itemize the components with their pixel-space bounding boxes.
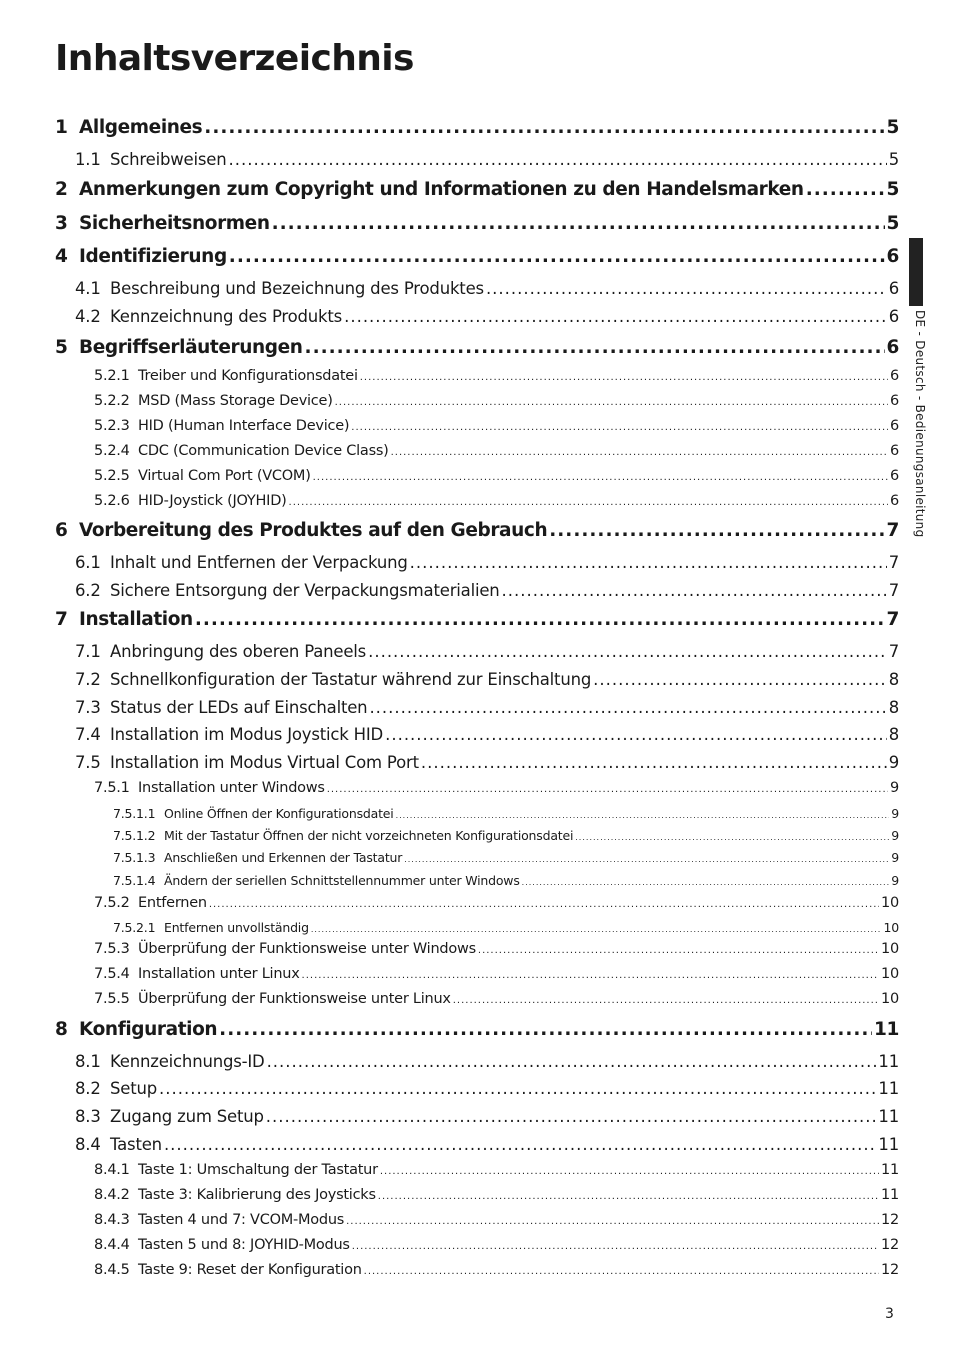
toc-dot-leader [593, 670, 887, 689]
toc-entry-number: 8.4.3 [94, 1212, 130, 1228]
toc-entry[interactable] [55, 246, 899, 267]
toc-entry-title: Schnellkonfiguration der Tastatur während zur Einschaltung [110, 670, 592, 689]
toc-entry-title: HID (Human Interface Device) [138, 418, 350, 434]
toc-entry-number: 8 [55, 1019, 68, 1040]
toc-entry-number: 8.4.5 [94, 1262, 130, 1278]
toc-entry-number: 7.1 [75, 642, 101, 661]
toc-dot-leader [204, 117, 884, 138]
toc-entry-page: 9 [891, 850, 899, 865]
toc-entry-number: 8.2 [75, 1079, 101, 1098]
toc-entry-number: 7.5.2 [94, 895, 130, 911]
toc-entry-title: Entfernen unvollständig [164, 920, 309, 935]
toc-dot-leader [502, 581, 887, 600]
page-number: 3 [885, 1306, 894, 1322]
toc-entry-title: Installation im Modus Joystick HID [110, 725, 384, 744]
toc-entry-number: 7.5.3 [94, 941, 130, 957]
toc-entry[interactable] [75, 553, 899, 572]
toc-entry-page: 11 [881, 1187, 899, 1203]
toc-entry-page: 6 [890, 418, 899, 434]
toc-entry-page: 11 [874, 1019, 899, 1040]
toc-dot-leader [478, 945, 879, 956]
toc-entry-title: Beschreibung und Bezeichnung des Produktes [110, 279, 484, 298]
toc-entry[interactable] [94, 1237, 899, 1253]
toc-entry-title: Überprüfung der Funktionsweise unter Linux [138, 991, 451, 1007]
toc-dot-leader [575, 833, 889, 842]
toc-entry[interactable] [55, 117, 899, 138]
toc-dot-leader [311, 925, 882, 934]
toc-entry-title: Virtual Com Port (VCOM) [138, 468, 311, 484]
toc-entry[interactable] [113, 850, 899, 865]
toc-entry[interactable] [55, 520, 899, 541]
toc-dot-leader [352, 1241, 879, 1252]
toc-dot-leader [396, 811, 890, 820]
toc-entry-number: 7.3 [75, 698, 101, 717]
toc-entry-title: MSD (Mass Storage Device) [138, 393, 333, 409]
page-title: Inhaltsverzeichnis [55, 38, 414, 79]
toc-entry-number: 4 [55, 246, 68, 267]
toc-dot-leader [410, 553, 887, 572]
toc-entry-title: Installation unter Windows [138, 780, 325, 796]
toc-entry-title: Installation [79, 609, 193, 630]
toc-dot-leader [159, 1079, 876, 1098]
toc-entry[interactable] [94, 991, 899, 1007]
toc-dot-leader [327, 784, 888, 795]
toc-entry-number: 7.2 [75, 670, 101, 689]
toc-dot-leader [453, 995, 879, 1006]
toc-dot-leader [486, 279, 887, 298]
toc-dot-leader [806, 179, 885, 200]
toc-entry-number: 5 [55, 337, 68, 358]
toc-entry-page: 6 [890, 468, 899, 484]
toc-entry-title: Kennzeichnung des Produkts [110, 307, 343, 326]
toc-entry-number: 3 [55, 213, 68, 234]
toc-entry-page: 9 [891, 806, 899, 821]
toc-entry-number: 7.5.1 [94, 780, 130, 796]
toc-dot-leader [364, 1266, 879, 1277]
toc-dot-leader [378, 1191, 879, 1202]
toc-dot-leader [369, 698, 886, 717]
toc-entry[interactable] [94, 393, 899, 409]
side-tab-marker [909, 238, 923, 306]
toc-entry-page: 12 [881, 1212, 899, 1228]
toc-entry[interactable] [55, 213, 899, 234]
toc-entry-page: 7 [888, 553, 899, 572]
toc-entry-page: 8 [888, 670, 899, 689]
toc-entry-page: 7 [886, 609, 899, 630]
toc-entry-page: 9 [888, 753, 899, 772]
toc-entry-number: 5.2.1 [94, 368, 130, 384]
toc-dot-leader [351, 422, 888, 433]
toc-entry-title: Entfernen [138, 895, 207, 911]
toc-entry[interactable] [94, 1262, 899, 1278]
toc-entry-page: 5 [888, 150, 899, 169]
toc-entry[interactable] [75, 1135, 899, 1154]
toc-entry-number: 8.4.2 [94, 1187, 130, 1203]
toc-entry-number: 7.5.1.4 [113, 873, 156, 888]
side-language-label: DE - Deutsch - Bedienungsanleitung [913, 310, 927, 538]
toc-entry-number: 7.5.5 [94, 991, 130, 1007]
toc-entry[interactable] [75, 698, 899, 717]
toc-entry[interactable] [55, 179, 899, 200]
toc-entry-number: 7 [55, 609, 68, 630]
toc-entry-title: Tasten 4 und 7: VCOM-Modus [138, 1212, 345, 1228]
toc-entry-page: 5 [886, 213, 899, 234]
toc-entry[interactable] [94, 780, 899, 796]
toc-entry-page: 5 [886, 117, 899, 138]
toc-entry-title: Allgemeines [79, 117, 203, 138]
toc-entry[interactable] [94, 468, 899, 484]
toc-entry-page: 6 [890, 368, 899, 384]
toc-entry-page: 6 [886, 246, 899, 267]
toc-entry[interactable] [75, 279, 899, 298]
toc-entry-title: Installation im Modus Virtual Com Port [110, 753, 419, 772]
toc-entry[interactable] [75, 581, 899, 600]
toc-entry[interactable] [75, 1107, 899, 1126]
toc-dot-leader [385, 725, 887, 744]
toc-dot-leader [305, 337, 885, 358]
toc-dot-leader [164, 1135, 876, 1154]
toc-entry[interactable] [113, 828, 899, 843]
toc-entry-page: 7 [888, 642, 899, 661]
toc-entry-page: 6 [890, 393, 899, 409]
toc-entry-number: 1.1 [75, 150, 101, 169]
toc-entry-page: 10 [881, 895, 899, 911]
toc-entry-page: 8 [888, 725, 899, 744]
toc-entry-title: Schreibweisen [110, 150, 227, 169]
toc-entry-title: Taste 9: Reset der Konfiguration [138, 1262, 362, 1278]
toc-entry-page: 11 [878, 1135, 899, 1154]
toc-entry-page: 6 [888, 307, 899, 326]
toc-dot-leader [267, 1052, 877, 1071]
toc-entry-page: 9 [891, 873, 899, 888]
toc-entry-page: 12 [881, 1262, 899, 1278]
toc-entry[interactable] [94, 895, 899, 911]
toc-dot-leader [219, 1019, 872, 1040]
toc-entry-number: 5.2.5 [94, 468, 130, 484]
toc-entry-page: 10 [881, 941, 899, 957]
toc-entry[interactable] [75, 307, 899, 326]
toc-entry-number: 7.5.1.2 [113, 828, 156, 843]
toc-entry-page: 12 [881, 1237, 899, 1253]
toc-entry-number: 5.2.2 [94, 393, 130, 409]
toc-entry-title: Installation unter Linux [138, 966, 300, 982]
toc-entry-title: Sichere Entsorgung der Verpackungsmaterialien [110, 581, 500, 600]
toc-entry[interactable] [75, 670, 899, 689]
toc-entry-page: 6 [890, 443, 899, 459]
toc-entry[interactable] [94, 418, 899, 434]
toc-entry-title: Taste 1: Umschaltung der Tastatur [138, 1162, 378, 1178]
toc-entry-number: 5.2.4 [94, 443, 130, 459]
toc-dot-leader [302, 970, 880, 981]
toc-entry[interactable] [94, 941, 899, 957]
toc-entry[interactable] [94, 368, 899, 384]
toc-entry-title: CDC (Communication Device Class) [138, 443, 389, 459]
toc-entry[interactable] [55, 609, 899, 630]
toc-entry-page: 7 [886, 520, 899, 541]
toc-entry-title: Anmerkungen zum Copyright und Informationen zu den Handelsmarken [79, 179, 804, 200]
toc-entry-page: 6 [890, 493, 899, 509]
toc-entry-number: 8.4.1 [94, 1162, 130, 1178]
toc-entry[interactable] [113, 806, 899, 821]
toc-entry-page: 7 [888, 581, 899, 600]
toc-entry[interactable] [94, 493, 899, 509]
toc-dot-leader [360, 372, 888, 383]
toc-dot-leader [404, 855, 889, 864]
toc-dot-leader [228, 150, 886, 169]
toc-entry[interactable] [94, 1162, 899, 1178]
toc-entry-page: 11 [878, 1052, 899, 1071]
toc-entry-page: 8 [888, 698, 899, 717]
toc-dot-leader [421, 753, 887, 772]
toc-entry-title: Mit der Tastatur Öffnen der nicht vorzeichneten Konfigurationsdatei [164, 828, 574, 843]
toc-entry[interactable] [75, 642, 899, 661]
toc-dot-leader [380, 1166, 879, 1177]
toc-entry[interactable] [94, 966, 899, 982]
toc-entry-title: Vorbereitung des Produktes auf den Gebrauch [79, 520, 548, 541]
toc-dot-leader [209, 899, 879, 910]
toc-entry[interactable] [94, 1212, 899, 1228]
toc-entry[interactable] [75, 753, 899, 772]
toc-dot-leader [195, 609, 885, 630]
toc-entry-title: Status der LEDs auf Einschalten [110, 698, 368, 717]
toc-entry[interactable] [55, 1019, 899, 1040]
toc-entry-number: 7.5 [75, 753, 101, 772]
toc-entry-title: Kennzeichnungs-ID [110, 1052, 265, 1071]
toc-entry-number: 7.5.4 [94, 966, 130, 982]
toc-entry-number: 7.5.1.3 [113, 850, 156, 865]
toc-dot-leader [266, 1107, 877, 1126]
toc-dot-leader [344, 307, 887, 326]
toc-dot-leader [391, 447, 888, 458]
toc-entry-number: 6.1 [75, 553, 101, 572]
toc-dot-leader [346, 1216, 879, 1227]
toc-entry-title: Anbringung des oberen Paneels [110, 642, 367, 661]
toc-entry[interactable] [113, 873, 899, 888]
toc-entry-number: 7.5.1.1 [113, 806, 156, 821]
toc-entry-title: Tasten [110, 1135, 162, 1154]
toc-entry-title: HID-Joystick (JOYHID) [138, 493, 287, 509]
toc-entry-title: Ändern der seriellen Schnittstellennummer unter Windows [164, 873, 520, 888]
toc-entry-title: Sicherheitsnormen [79, 213, 270, 234]
toc-entry-title: Online Öffnen der Konfigurationsdatei [164, 806, 394, 821]
toc-entry-page: 5 [886, 179, 899, 200]
toc-entry-title: Zugang zum Setup [110, 1107, 264, 1126]
toc-entry[interactable] [55, 337, 899, 358]
toc-entry-title: Begriffserläuterungen [79, 337, 303, 358]
toc-entry-number: 2 [55, 179, 68, 200]
toc-entry-number: 8.4.4 [94, 1237, 130, 1253]
toc-entry-title: Treiber und Konfigurationsdatei [138, 368, 358, 384]
toc-entry-title: Konfiguration [79, 1019, 218, 1040]
toc-entry[interactable] [75, 150, 899, 169]
toc-entry-number: 4.2 [75, 307, 101, 326]
toc-entry-title: Inhalt und Entfernen der Verpackung [110, 553, 408, 572]
toc-dot-leader [335, 397, 888, 408]
toc-entry[interactable] [75, 1052, 899, 1071]
toc-entry[interactable] [75, 1079, 899, 1098]
toc-entry-page: 10 [881, 991, 899, 1007]
toc-entry[interactable] [94, 443, 899, 459]
toc-entry-number: 8.1 [75, 1052, 101, 1071]
toc-entry-number: 6.2 [75, 581, 101, 600]
toc-dot-leader [549, 520, 884, 541]
toc-entry-title: Taste 3: Kalibrierung des Joysticks [138, 1187, 376, 1203]
toc-entry-page: 9 [890, 780, 899, 796]
toc-dot-leader [289, 497, 888, 508]
toc-entry-page: 11 [878, 1107, 899, 1126]
toc-entry-title: Setup [110, 1079, 158, 1098]
toc-entry-number: 5.2.3 [94, 418, 130, 434]
toc-entry-number: 1 [55, 117, 68, 138]
toc-entry-page: 11 [878, 1079, 899, 1098]
toc-entry-number: 8.3 [75, 1107, 101, 1126]
toc-dot-leader [272, 213, 885, 234]
toc-entry-title: Identifizierung [79, 246, 227, 267]
toc-entry-page: 9 [891, 828, 899, 843]
toc-entry-number: 6 [55, 520, 68, 541]
toc-dot-leader [368, 642, 887, 661]
toc-entry-page: 6 [888, 279, 899, 298]
toc-entry-number: 5.2.6 [94, 493, 130, 509]
toc-entry-page: 10 [883, 920, 899, 935]
toc-entry-page: 6 [886, 337, 899, 358]
toc-entry-number: 8.4 [75, 1135, 101, 1154]
toc-dot-leader [229, 246, 885, 267]
toc-entry[interactable] [94, 1187, 899, 1203]
toc-entry-number: 7.5.2.1 [113, 920, 156, 935]
toc-entry-title: Überprüfung der Funktionsweise unter Windows [138, 941, 476, 957]
toc-entry-page: 11 [881, 1162, 899, 1178]
toc-entry-title: Anschließen und Erkennen der Tastatur [164, 850, 403, 865]
toc-dot-leader [522, 878, 890, 887]
toc-entry-number: 7.4 [75, 725, 101, 744]
toc-entry-title: Tasten 5 und 8: JOYHID-Modus [138, 1237, 350, 1253]
toc-entry[interactable] [113, 920, 899, 935]
toc-dot-leader [313, 472, 888, 483]
toc-entry-page: 10 [881, 966, 899, 982]
toc-entry-number: 4.1 [75, 279, 101, 298]
toc-entry[interactable] [75, 725, 899, 744]
